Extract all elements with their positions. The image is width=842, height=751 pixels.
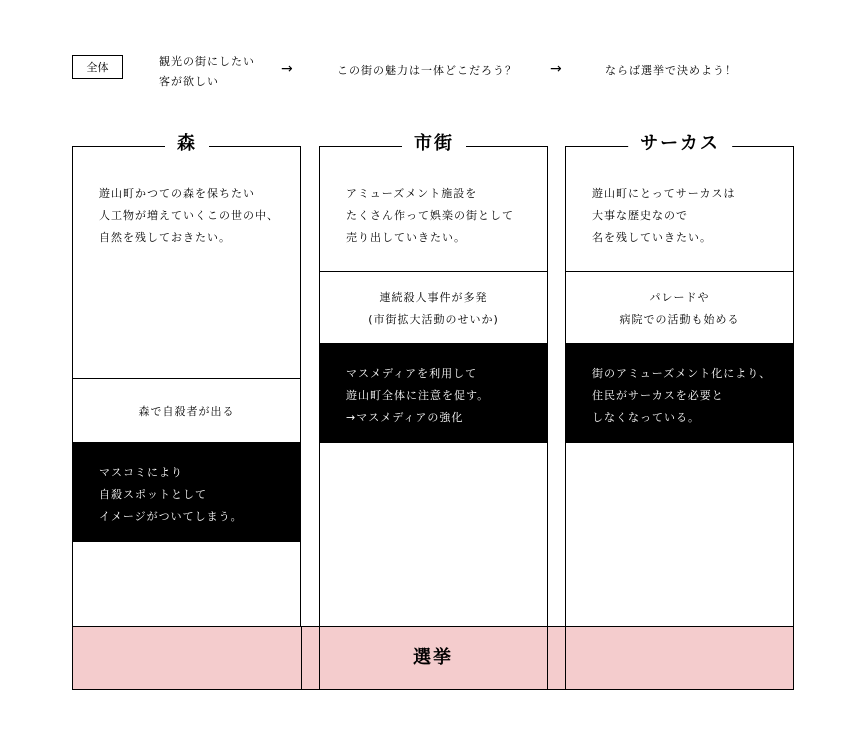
divider [73, 378, 300, 379]
divider [566, 271, 793, 272]
flow-step-tourism-goal: 観光の街にしたい 客が欲しい [159, 55, 255, 88]
election-label: 選挙 [413, 647, 453, 668]
flow-arrow-right: → [550, 61, 562, 77]
city-event: 連続殺人事件が多発 (市街拡大活動のせいか) [368, 291, 499, 326]
city-intro: アミューズメント施設を たくさん作って娯楽の街として 売り出していきたい。 [346, 187, 514, 244]
forest-event: 森で自殺者が出る [138, 405, 235, 418]
column-title-city: 市街 [402, 131, 466, 157]
circus-effect-box [566, 343, 793, 443]
divider [320, 271, 547, 272]
column-forest [72, 146, 301, 690]
city-effect-box [320, 343, 547, 443]
column-title-circus: サーカス [628, 131, 732, 157]
circus-intro: 遊山町にとってサーカスは 大事な歴史なので 名を残していきたい。 [592, 187, 736, 244]
circus-event: パレードや 病院での活動も始める [619, 291, 740, 326]
column-title-forest: 森 [165, 131, 209, 157]
forest-effect-box [73, 442, 300, 542]
flow-step-town-appeal: この街の魅力は一体どこだろう？ [337, 64, 517, 77]
overall-tag: 全体 [72, 55, 123, 79]
circus-effect: 街のアミューズメント化により、 住民がサーカスを必要と しなくなっている。 [592, 367, 772, 424]
city-effect: マスメディアを利用して 遊山町全体に注意を促す。 →マスメディアの強化 [346, 367, 490, 424]
forest-effect: マスコミにより 自殺スポットとして イメージがついてしまう。 [99, 466, 243, 523]
flow-step-election: ならば選挙で決めよう！ [605, 64, 737, 77]
column-circus [565, 146, 794, 690]
forest-intro: 遊山町かつての森を保ちたい 人工物が増えていくこの世の中、 自然を残しておきたい。 [99, 187, 279, 244]
column-city [319, 146, 548, 690]
flow-arrow-right: → [281, 61, 293, 77]
